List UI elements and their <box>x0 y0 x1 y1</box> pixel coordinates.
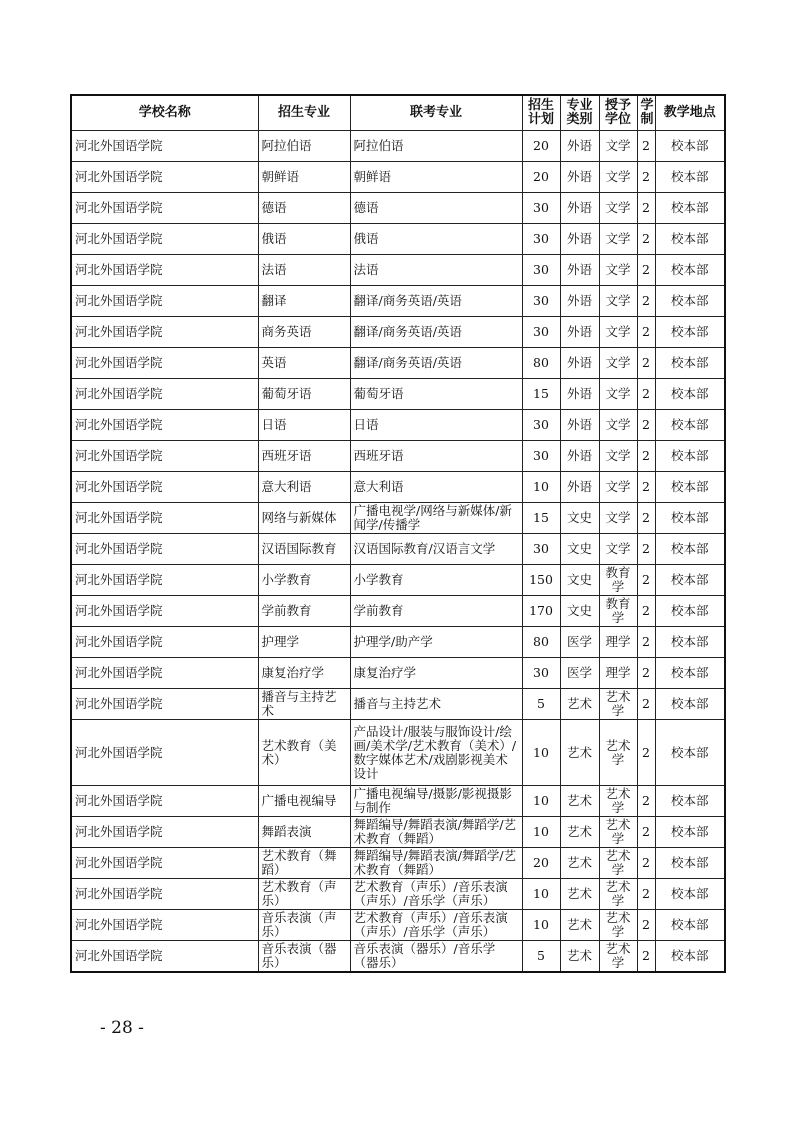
cell-major: 艺术教育（声乐） <box>258 879 350 910</box>
cell-degree: 文学 <box>599 379 637 410</box>
table-row <box>71 410 725 441</box>
cell-major: 意大利语 <box>258 472 350 503</box>
cell-years: 2 <box>637 131 655 162</box>
cell-degree: 艺术学 <box>599 786 637 817</box>
table-row <box>71 879 725 910</box>
header-school: 学校名称 <box>71 95 258 131</box>
cell-degree: 文学 <box>599 131 637 162</box>
cell-major: 艺术教育（美术） <box>258 720 350 786</box>
cell-major: 广播电视编导 <box>258 786 350 817</box>
table-row <box>71 848 725 879</box>
cell-plan: 30 <box>522 224 560 255</box>
table-row <box>71 348 725 379</box>
cell-school: 河北外国语学院 <box>71 534 258 565</box>
header-location: 教学地点 <box>655 95 725 131</box>
cell-school: 河北外国语学院 <box>71 817 258 848</box>
table-row <box>71 534 725 565</box>
cell-degree: 文学 <box>599 503 637 534</box>
cell-plan: 30 <box>522 534 560 565</box>
cell-plan: 10 <box>522 817 560 848</box>
cell-plan: 30 <box>522 255 560 286</box>
table-row <box>71 817 725 848</box>
cell-category: 艺术 <box>560 910 599 941</box>
cell-major: 英语 <box>258 348 350 379</box>
cell-category: 艺术 <box>560 879 599 910</box>
cell-plan: 10 <box>522 910 560 941</box>
cell-school: 河北外国语学院 <box>71 786 258 817</box>
cell-joint: 广播电视编导/摄影/影视摄影与制作 <box>350 786 522 817</box>
cell-category: 艺术 <box>560 817 599 848</box>
cell-major: 葡萄牙语 <box>258 379 350 410</box>
cell-joint: 舞蹈编导/舞蹈表演/舞蹈学/艺术教育（舞蹈） <box>350 817 522 848</box>
cell-major: 学前教育 <box>258 596 350 627</box>
header-major: 招生专业 <box>258 95 350 131</box>
table-row <box>71 472 725 503</box>
cell-years: 2 <box>637 410 655 441</box>
cell-location: 校本部 <box>655 162 725 193</box>
cell-years: 2 <box>637 534 655 565</box>
cell-degree: 文学 <box>599 224 637 255</box>
header-plan: 招生计划 <box>522 95 560 131</box>
cell-major: 朝鲜语 <box>258 162 350 193</box>
cell-degree: 文学 <box>599 162 637 193</box>
cell-degree: 文学 <box>599 348 637 379</box>
cell-category: 艺术 <box>560 848 599 879</box>
cell-location: 校本部 <box>655 534 725 565</box>
cell-plan: 150 <box>522 565 560 596</box>
cell-category: 外语 <box>560 255 599 286</box>
cell-major: 艺术教育（舞蹈） <box>258 848 350 879</box>
cell-years: 2 <box>637 879 655 910</box>
cell-plan: 30 <box>522 286 560 317</box>
cell-plan: 30 <box>522 441 560 472</box>
cell-years: 2 <box>637 441 655 472</box>
cell-joint: 意大利语 <box>350 472 522 503</box>
cell-category: 外语 <box>560 410 599 441</box>
cell-category: 艺术 <box>560 941 599 972</box>
cell-school: 河北外国语学院 <box>71 162 258 193</box>
page-number: - 28 - <box>100 1018 144 1038</box>
cell-school: 河北外国语学院 <box>71 910 258 941</box>
cell-joint: 康复治疗学 <box>350 658 522 689</box>
header-joint: 联考专业 <box>350 95 522 131</box>
cell-degree: 艺术学 <box>599 910 637 941</box>
table-row <box>71 286 725 317</box>
table-row <box>71 193 725 224</box>
cell-joint: 护理学/助产学 <box>350 627 522 658</box>
cell-years: 2 <box>637 348 655 379</box>
cell-location: 校本部 <box>655 910 725 941</box>
header-years: 学制 <box>637 95 655 131</box>
cell-location: 校本部 <box>655 879 725 910</box>
cell-plan: 30 <box>522 317 560 348</box>
cell-major: 音乐表演（声乐） <box>258 910 350 941</box>
cell-category: 艺术 <box>560 786 599 817</box>
cell-location: 校本部 <box>655 627 725 658</box>
cell-location: 校本部 <box>655 596 725 627</box>
cell-plan: 10 <box>522 879 560 910</box>
cell-school: 河北外国语学院 <box>71 131 258 162</box>
table-row <box>71 910 725 941</box>
cell-location: 校本部 <box>655 786 725 817</box>
cell-joint: 日语 <box>350 410 522 441</box>
cell-plan: 20 <box>522 131 560 162</box>
cell-major: 俄语 <box>258 224 350 255</box>
cell-location: 校本部 <box>655 193 725 224</box>
cell-years: 2 <box>637 255 655 286</box>
cell-school: 河北外国语学院 <box>71 689 258 720</box>
cell-plan: 15 <box>522 503 560 534</box>
table-row <box>71 689 725 720</box>
cell-school: 河北外国语学院 <box>71 193 258 224</box>
cell-major: 法语 <box>258 255 350 286</box>
cell-degree: 文学 <box>599 472 637 503</box>
cell-plan: 80 <box>522 348 560 379</box>
table-row <box>71 941 725 972</box>
cell-location: 校本部 <box>655 379 725 410</box>
table-body <box>71 131 725 972</box>
table-row <box>71 596 725 627</box>
cell-school: 河北外国语学院 <box>71 441 258 472</box>
cell-degree: 文学 <box>599 255 637 286</box>
cell-plan: 20 <box>522 162 560 193</box>
cell-location: 校本部 <box>655 441 725 472</box>
cell-joint: 俄语 <box>350 224 522 255</box>
cell-plan: 10 <box>522 786 560 817</box>
cell-location: 校本部 <box>655 565 725 596</box>
cell-major: 小学教育 <box>258 565 350 596</box>
cell-major: 翻译 <box>258 286 350 317</box>
cell-major: 康复治疗学 <box>258 658 350 689</box>
cell-category: 外语 <box>560 472 599 503</box>
cell-category: 外语 <box>560 379 599 410</box>
cell-school: 河北外国语学院 <box>71 503 258 534</box>
cell-category: 艺术 <box>560 720 599 786</box>
cell-joint: 学前教育 <box>350 596 522 627</box>
cell-major: 日语 <box>258 410 350 441</box>
cell-degree: 艺术学 <box>599 689 637 720</box>
cell-degree: 文学 <box>599 534 637 565</box>
cell-location: 校本部 <box>655 689 725 720</box>
cell-plan: 30 <box>522 410 560 441</box>
table-row <box>71 658 725 689</box>
cell-degree: 艺术学 <box>599 941 637 972</box>
cell-joint: 葡萄牙语 <box>350 379 522 410</box>
cell-school: 河北外国语学院 <box>71 379 258 410</box>
cell-major: 德语 <box>258 193 350 224</box>
cell-joint: 翻译/商务英语/英语 <box>350 348 522 379</box>
cell-category: 文史 <box>560 503 599 534</box>
cell-location: 校本部 <box>655 472 725 503</box>
cell-location: 校本部 <box>655 503 725 534</box>
cell-school: 河北外国语学院 <box>71 658 258 689</box>
cell-school: 河北外国语学院 <box>71 410 258 441</box>
cell-degree: 文学 <box>599 317 637 348</box>
cell-location: 校本部 <box>655 817 725 848</box>
cell-school: 河北外国语学院 <box>71 596 258 627</box>
cell-years: 2 <box>637 565 655 596</box>
cell-category: 文史 <box>560 534 599 565</box>
cell-plan: 10 <box>522 472 560 503</box>
cell-plan: 10 <box>522 720 560 786</box>
cell-school: 河北外国语学院 <box>71 627 258 658</box>
cell-joint: 阿拉伯语 <box>350 131 522 162</box>
cell-major: 商务英语 <box>258 317 350 348</box>
cell-years: 2 <box>637 596 655 627</box>
cell-plan: 80 <box>522 627 560 658</box>
cell-joint: 翻译/商务英语/英语 <box>350 286 522 317</box>
cell-category: 外语 <box>560 317 599 348</box>
cell-years: 2 <box>637 286 655 317</box>
table-row <box>71 379 725 410</box>
cell-years: 2 <box>637 848 655 879</box>
cell-school: 河北外国语学院 <box>71 286 258 317</box>
cell-category: 医学 <box>560 658 599 689</box>
cell-degree: 文学 <box>599 286 637 317</box>
cell-category: 外语 <box>560 441 599 472</box>
cell-major: 音乐表演（器乐） <box>258 941 350 972</box>
table-row <box>71 162 725 193</box>
cell-school: 河北外国语学院 <box>71 348 258 379</box>
cell-plan: 30 <box>522 193 560 224</box>
cell-degree: 文学 <box>599 441 637 472</box>
cell-years: 2 <box>637 658 655 689</box>
cell-location: 校本部 <box>655 848 725 879</box>
cell-years: 2 <box>637 224 655 255</box>
cell-degree: 理学 <box>599 658 637 689</box>
cell-degree: 艺术学 <box>599 817 637 848</box>
cell-joint: 翻译/商务英语/英语 <box>350 317 522 348</box>
cell-joint: 音乐表演（器乐）/音乐学（器乐） <box>350 941 522 972</box>
table-row <box>71 255 725 286</box>
cell-school: 河北外国语学院 <box>71 720 258 786</box>
cell-degree: 艺术学 <box>599 848 637 879</box>
cell-category: 外语 <box>560 162 599 193</box>
cell-degree: 文学 <box>599 410 637 441</box>
cell-joint: 舞蹈编导/舞蹈表演/舞蹈学/艺术教育（舞蹈） <box>350 848 522 879</box>
cell-school: 河北外国语学院 <box>71 255 258 286</box>
table-row <box>71 131 725 162</box>
cell-joint: 汉语国际教育/汉语言文学 <box>350 534 522 565</box>
cell-location: 校本部 <box>655 348 725 379</box>
cell-location: 校本部 <box>655 720 725 786</box>
cell-plan: 5 <box>522 689 560 720</box>
cell-school: 河北外国语学院 <box>71 317 258 348</box>
cell-school: 河北外国语学院 <box>71 224 258 255</box>
header-row <box>71 95 725 131</box>
cell-major: 网络与新媒体 <box>258 503 350 534</box>
cell-degree: 文学 <box>599 193 637 224</box>
cell-school: 河北外国语学院 <box>71 472 258 503</box>
cell-years: 2 <box>637 503 655 534</box>
cell-degree: 教育学 <box>599 565 637 596</box>
table-row <box>71 627 725 658</box>
table-row <box>71 720 725 786</box>
table-row <box>71 317 725 348</box>
cell-joint: 西班牙语 <box>350 441 522 472</box>
cell-school: 河北外国语学院 <box>71 941 258 972</box>
cell-category: 文史 <box>560 565 599 596</box>
cell-category: 外语 <box>560 286 599 317</box>
cell-degree: 艺术学 <box>599 879 637 910</box>
cell-plan: 15 <box>522 379 560 410</box>
cell-major: 汉语国际教育 <box>258 534 350 565</box>
cell-years: 2 <box>637 472 655 503</box>
cell-major: 阿拉伯语 <box>258 131 350 162</box>
cell-years: 2 <box>637 720 655 786</box>
table-row <box>71 224 725 255</box>
table-row <box>71 565 725 596</box>
cell-major: 播音与主持艺术 <box>258 689 350 720</box>
cell-degree: 理学 <box>599 627 637 658</box>
table-row <box>71 503 725 534</box>
cell-years: 2 <box>637 941 655 972</box>
cell-location: 校本部 <box>655 317 725 348</box>
cell-joint: 广播电视学/网络与新媒体/新闻学/传播学 <box>350 503 522 534</box>
cell-location: 校本部 <box>655 410 725 441</box>
cell-major: 西班牙语 <box>258 441 350 472</box>
cell-plan: 20 <box>522 848 560 879</box>
cell-major: 护理学 <box>258 627 350 658</box>
cell-degree: 教育学 <box>599 596 637 627</box>
cell-years: 2 <box>637 317 655 348</box>
cell-years: 2 <box>637 193 655 224</box>
cell-joint: 法语 <box>350 255 522 286</box>
cell-years: 2 <box>637 162 655 193</box>
cell-school: 河北外国语学院 <box>71 848 258 879</box>
cell-degree: 艺术学 <box>599 720 637 786</box>
cell-location: 校本部 <box>655 131 725 162</box>
cell-category: 外语 <box>560 348 599 379</box>
cell-years: 2 <box>637 786 655 817</box>
cell-joint: 产品设计/服装与服饰设计/绘画/美术学/艺术教育（美术）/数字媒体艺术/戏剧影视美术设计 <box>350 720 522 786</box>
table-row <box>71 441 725 472</box>
cell-years: 2 <box>637 910 655 941</box>
cell-years: 2 <box>637 627 655 658</box>
cell-plan: 30 <box>522 658 560 689</box>
cell-plan: 170 <box>522 596 560 627</box>
cell-joint: 艺术教育（声乐）/音乐表演（声乐）/音乐学（声乐） <box>350 910 522 941</box>
cell-joint: 小学教育 <box>350 565 522 596</box>
cell-category: 文史 <box>560 596 599 627</box>
cell-category: 外语 <box>560 224 599 255</box>
cell-category: 外语 <box>560 193 599 224</box>
cell-joint: 播音与主持艺术 <box>350 689 522 720</box>
header-degree: 授予学位 <box>599 95 637 131</box>
cell-category: 外语 <box>560 131 599 162</box>
cell-years: 2 <box>637 817 655 848</box>
cell-major: 舞蹈表演 <box>258 817 350 848</box>
cell-years: 2 <box>637 379 655 410</box>
cell-joint: 德语 <box>350 193 522 224</box>
cell-location: 校本部 <box>655 286 725 317</box>
cell-joint: 艺术教育（声乐）/音乐表演（声乐）/音乐学（声乐） <box>350 879 522 910</box>
cell-plan: 5 <box>522 941 560 972</box>
cell-school: 河北外国语学院 <box>71 879 258 910</box>
header-category: 专业类别 <box>560 95 599 131</box>
cell-category: 艺术 <box>560 689 599 720</box>
cell-location: 校本部 <box>655 255 725 286</box>
cell-category: 医学 <box>560 627 599 658</box>
cell-location: 校本部 <box>655 941 725 972</box>
cell-school: 河北外国语学院 <box>71 565 258 596</box>
table-row <box>71 786 725 817</box>
cell-joint: 朝鲜语 <box>350 162 522 193</box>
cell-location: 校本部 <box>655 658 725 689</box>
cell-location: 校本部 <box>655 224 725 255</box>
cell-years: 2 <box>637 689 655 720</box>
admissions-table <box>70 94 726 973</box>
